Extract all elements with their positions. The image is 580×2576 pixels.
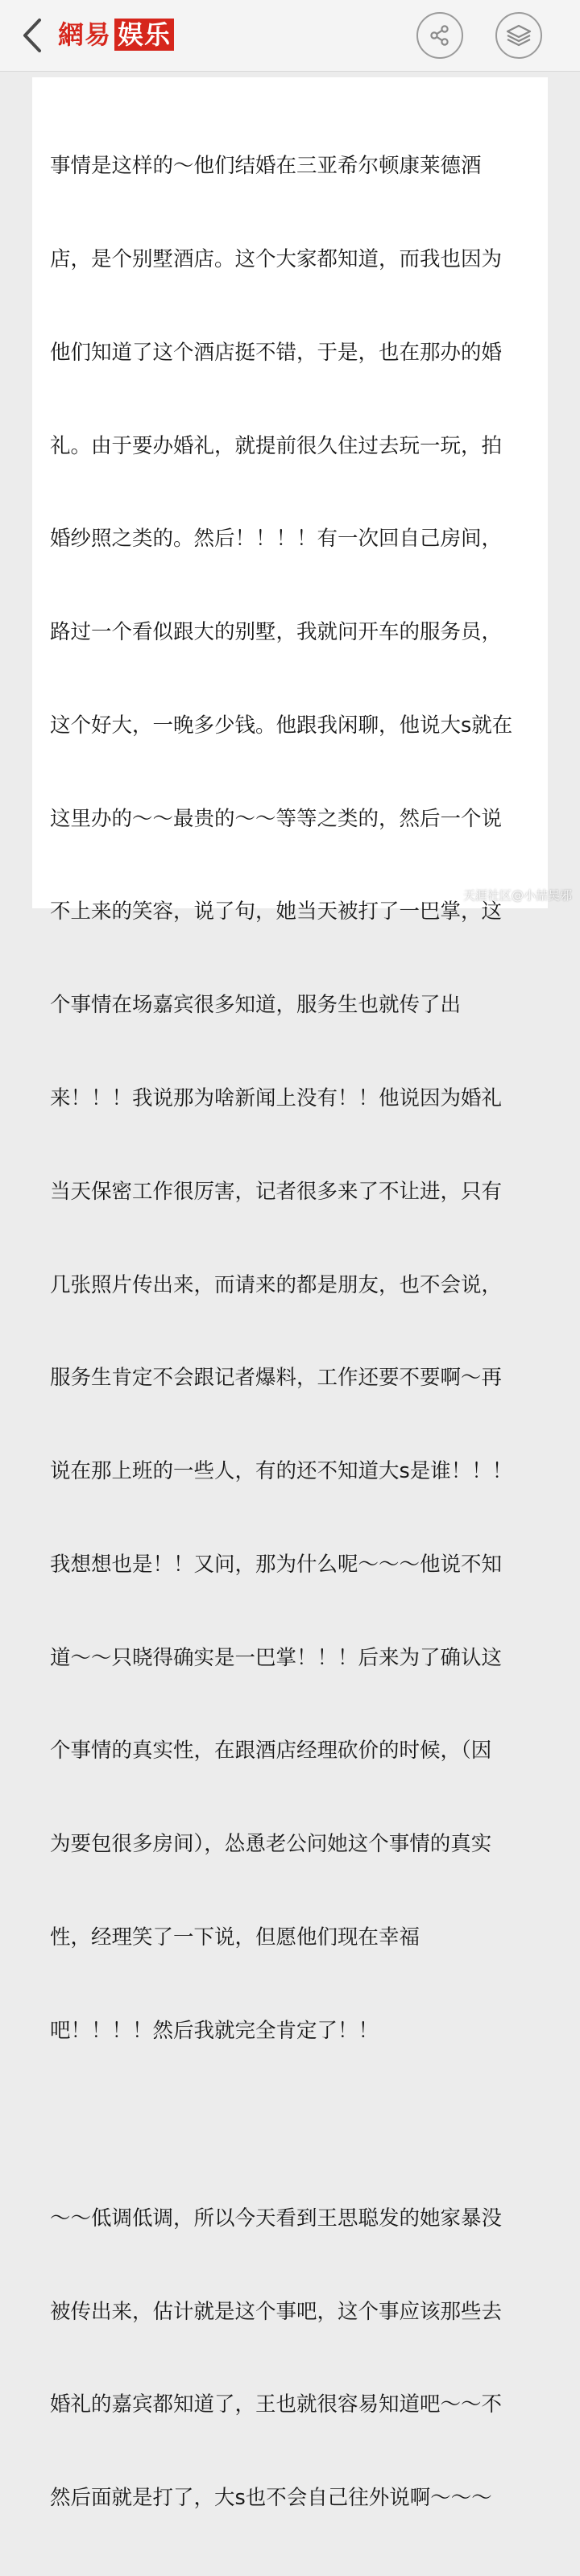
article-blank-line xyxy=(50,2109,533,2141)
layers-icon xyxy=(505,23,532,48)
article-line: 不上来的笑容，说了句，她当天被打了一巴掌，这 xyxy=(50,899,503,924)
article-line: 道～～只晓得确实是一巴掌！！！后来为了确认这 xyxy=(50,1645,503,1670)
article-line: 这里办的～～最贵的～～等等之类的，然后一个说 xyxy=(50,806,503,831)
article-line: 个事情的真实性，在跟酒店经理砍价的时候，（因 xyxy=(50,1739,492,1764)
article-line: 性，经理笑了一下说，但愿他们现在幸福 xyxy=(50,1925,420,1950)
article-line: 路过一个看似跟大的别墅，我就问开车的服务员， xyxy=(50,620,503,645)
article-line: 个事情在场嘉宾很多知道，服务生也就传了出 xyxy=(50,993,462,1018)
logo-entertainment-text: 娱乐 xyxy=(114,19,174,51)
site-logo[interactable] xyxy=(58,18,174,52)
top-navigation-bar xyxy=(0,0,580,72)
article-line: 说在那上班的一些人，有的还不知道大s是谁！！！ xyxy=(50,1459,513,1484)
share-icon xyxy=(428,23,452,48)
article-line: 几张照片传出来，而请来的都是朋友，也不会说， xyxy=(50,1272,503,1297)
article-line: 吧！！！！然后我就完全肯定了！！ xyxy=(50,2018,379,2043)
share-button[interactable] xyxy=(416,12,463,59)
article-image-panel xyxy=(32,77,548,2511)
source-watermark: 天涯社区@小喆吴邪 xyxy=(462,888,572,903)
article-line: ～～低调低调，所以今天看到王思聪发的她家暴没 xyxy=(50,2206,503,2231)
article-line: 来！！！我说那为啥新闻上没有！！他说因为婚礼 xyxy=(50,1086,503,1110)
article-line: 婚纱照之类的。然后！！！！有一次回自己房间， xyxy=(50,527,503,552)
article-line: 事情是这样的～他们结婚在三亚希尔顿康莱德酒 xyxy=(50,154,482,179)
article-line: 被传出来，估计就是这个事吧，这个事应该那些去 xyxy=(50,2299,503,2324)
article-text xyxy=(50,89,533,2576)
article-line: 婚礼的嘉宾都知道了，王也就很容易知道吧～～不 xyxy=(50,2392,503,2417)
article-line: 店，是个别墅酒店。这个大家都知道，而我也因为 xyxy=(50,246,503,271)
back-button[interactable] xyxy=(14,13,50,58)
article-line: 服务生肯定不会跟记者爆料，工作还要不要啊～再 xyxy=(50,1366,503,1391)
logo-netease-text: 網易 xyxy=(58,19,112,50)
article-line: 为要包很多房间），怂恿老公问她这个事情的真实 xyxy=(50,1832,492,1857)
article-line: 我想想也是！！又问，那为什么呢～～～他说不知 xyxy=(50,1552,503,1577)
article-line: 当天保密工作很厉害，记者很多来了不让进，只有 xyxy=(50,1179,503,1204)
article-line: 他们知道了这个酒店挺不错，于是，也在那办的婚 xyxy=(50,340,503,365)
article-line: 礼。由于要办婚礼，就提前很久住过去玩一玩，拍 xyxy=(50,433,503,458)
article-line: 然后面就是打了，大s也不会自己往外说啊～～～ xyxy=(50,2486,492,2511)
chevron-left-icon xyxy=(20,17,44,54)
article-line: 这个好大，一晚多少钱。他跟我闲聊，他说大s就在 xyxy=(50,713,513,738)
layers-button[interactable] xyxy=(495,12,542,59)
